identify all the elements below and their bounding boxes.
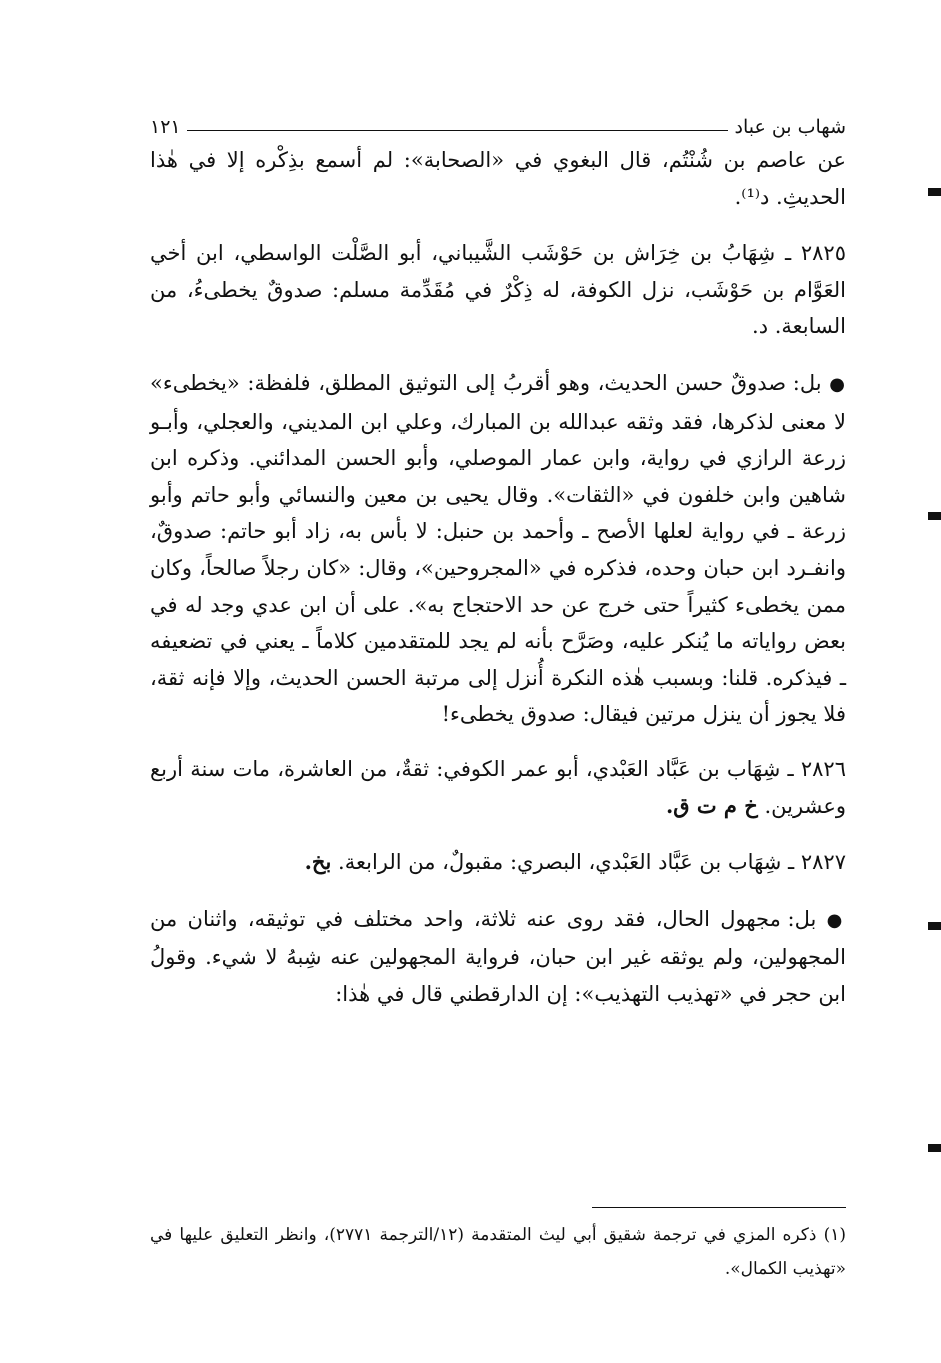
margin-mark (928, 512, 941, 520)
margin-mark (928, 188, 941, 196)
source-symbols: بخ. (304, 849, 332, 875)
header-rule (187, 130, 729, 131)
entry-text: ٢٨٢٧ ـ شِهَاب بن عَبَّاد العَبْدي، البصري: مقبولٌ، من الرابعة. (338, 850, 846, 875)
entry-2827 (150, 844, 846, 881)
commentary-2825 (150, 365, 846, 733)
margin-mark (928, 1144, 941, 1152)
bullet-marker: ● (829, 373, 846, 395)
commentary-2827 (150, 901, 846, 1013)
paragraph-continuation: عن عاصم بن شُنْتُم، قال البغوي في «الصحابة»: لم أسمع بذِكْره إلا في هٰذا الحديثِ. د⁽¹⁾. (150, 148, 846, 209)
footnote-separator (592, 1207, 846, 1208)
running-title: شهاب بن عباد (734, 116, 846, 138)
source-symbols: خ م ت ق. (665, 792, 758, 818)
page-header (150, 108, 846, 138)
main-text (150, 142, 846, 1012)
commentary-text: بل: مجهول الحال، فقد روى عنه ثلاثة، واحد مختلف في توثيقه، واثنان من المجهولين، ولم يوثقه غير ابن حبان، فرواية المجهولين عنه شِبهُ لا شيء. وقولُ ابن حجر في «تهذيب التهذيب»: إن الدارقطني قال في هٰذا: (150, 906, 846, 1006)
bullet-marker: ● (826, 909, 846, 931)
footnote (150, 1218, 846, 1286)
footnote-text: (١) ذكره المزي في ترجمة شقيق أبي ليث المتقدمة (١٢/الترجمة ٢٧٧١)، وانظر التعليق عليها في «تهذيب الكمال». (150, 1225, 846, 1279)
entry-text: ٢٨٢٦ ـ شِهَاب بن عَبَّاد العَبْدي، أبو عمر الكوفي: ثقةٌ، من العاشرة، مات سنة أربع وعشرين. (150, 756, 846, 818)
entry-2825: ٢٨٢٥ ـ شِهَابُ بن خِرَاش بن حَوْشَب الشَّيباني، أبو الصَّلْت الواسطي، ابن أخي العَوَّام بن حَوْشَب، نزل الكوفة، له ذِكْرٌ في مُقَدِّمة مسلم: صدوقٌ يخطىءُ، من السابعة. د. (150, 241, 846, 339)
margin-mark (928, 922, 941, 930)
entry-2826 (150, 751, 846, 824)
commentary-text: بل: صدوقٌ حسن الحديث، وهو أقربُ إلى التوثيق المطلق، فلفظة: «يخطىء» لا معنى لذكرها، فقد وثقه عبدالله بن المبارك، وعلي ابن المديني، والعجلي، وأبـو زرعة الرازي في رواية، وابن عمار الموصلي، وأبو الحسن المدائني. وذكره ابن شاهين وابن خلفون في «الثقات». وقال يحيى بن معين والنسائي وأبو حاتم وأبو زرعة ـ في رواية لعلها الأصح ـ وأحمد بن حنبل: لا بأس به، زاد أبو حاتم: صدوقٌ، وانفـرد ابن حبان وحده، فذكره في «المجروحين»، وقال: «كان رجلاً صالحاً، وكان ممن يخطىء كثيراً حتى خرج عن حد الاحتجاج به». على أن ابن عدي وجد له في بعض رواياته ما يُنكر عليه، وصَرَّح بأنه لم يجد للمتقدمين كلاماً ـ يعني في تضعيفه ـ فيذكره. قلنا: وبسبب هٰذه النكرة أُنزل إلى مرتبة الحسن الحديث، وإلا فإنه ثقة، فلا يجوز أن ينزل مرتين فيقال: صدوق يخطىء! (150, 370, 846, 727)
page-number: ١٢١ (150, 116, 181, 138)
